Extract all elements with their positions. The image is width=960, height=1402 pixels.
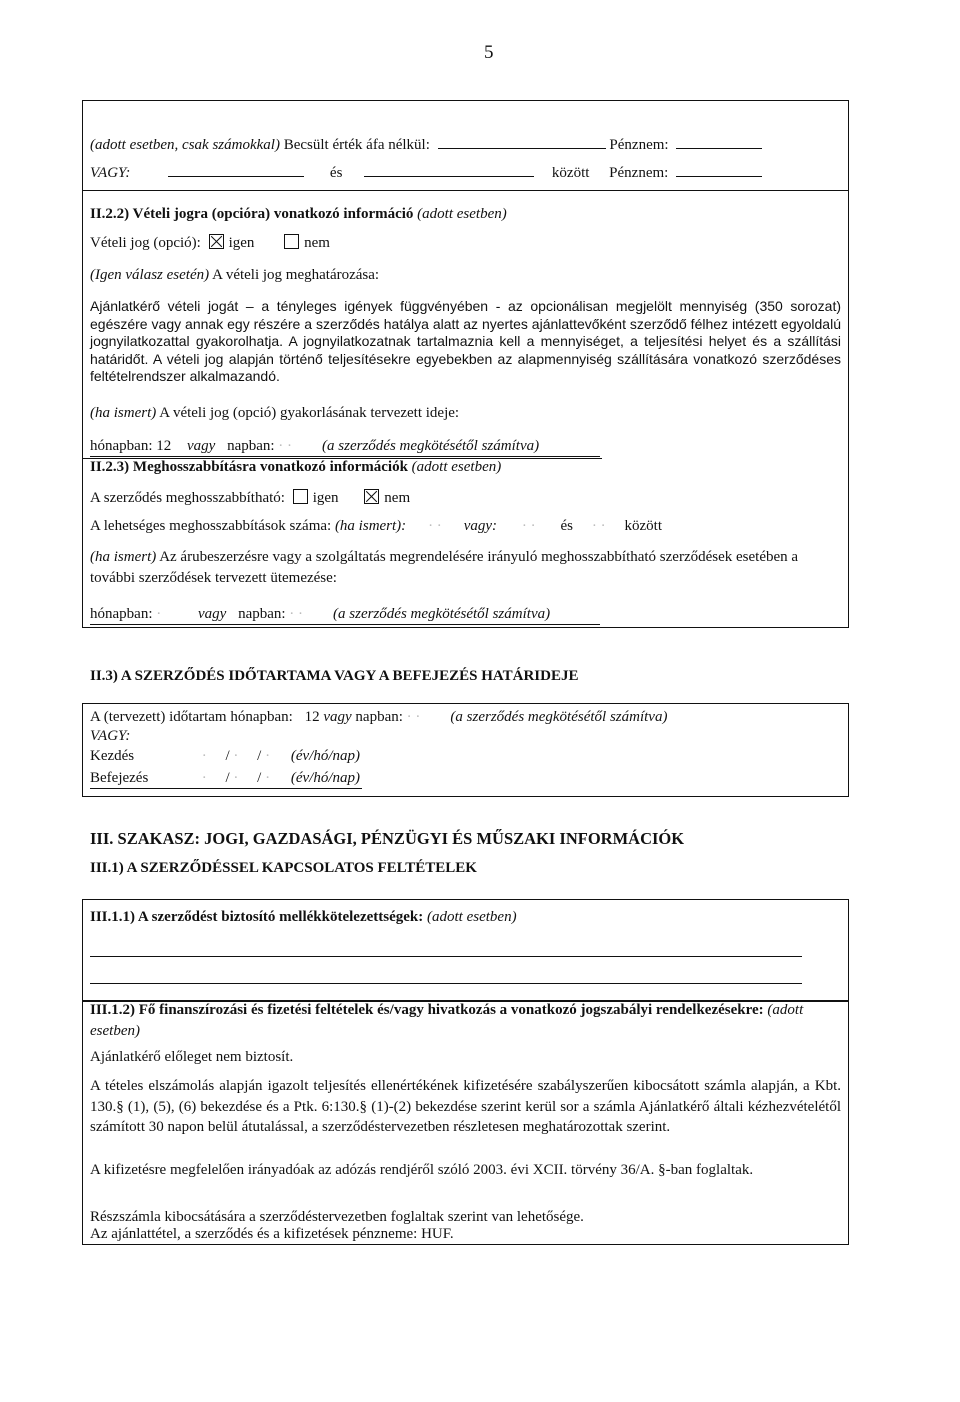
option-months-row <box>90 438 600 457</box>
guarantee-blank-line-1[interactable] <box>90 956 802 957</box>
option-days-field[interactable]: · · <box>278 438 293 454</box>
option-question-row <box>90 234 330 252</box>
option-no-label: nem <box>304 235 330 251</box>
option-when-note: (ha ismert) <box>90 405 157 421</box>
duration-planned-row <box>90 709 667 726</box>
option-no-checkbox[interactable] <box>284 234 299 249</box>
value-range-row <box>90 162 762 182</box>
option-body-text-2: A jognyilatkozatnak tartalmaznia kell a mennyiséget, a teljesítési helyet és a szállítási határidőt. A vételi jog alapján történő teljesítésekre egyebekben az alapmennyiség szállítására vonatkozó szerződéses feltételrendszer alkalmazandó. <box>90 333 842 384</box>
renewal-months-label: hónapban: <box>90 606 153 622</box>
option-yes-label: igen <box>228 235 255 251</box>
renewal-no-label: nem <box>384 490 411 506</box>
renewal-vagy2: vagy <box>197 606 227 622</box>
option-question: Vételi jog (opció): <box>90 235 201 251</box>
range-currency-label: Pénznem: <box>609 165 669 181</box>
guarantee-heading-text: III.1.1) A szerződést biztosító mellékkötelezettségek: <box>90 909 424 925</box>
option-from-signing: (a szerződés megkötésétől számítva) <box>322 438 540 454</box>
renewal-no-checkbox[interactable] <box>364 489 379 504</box>
renewal-kozott: között <box>624 518 662 534</box>
option-def-label: A vételi jog meghatározása: <box>212 267 380 283</box>
option-when-row <box>90 405 459 422</box>
renewal-yes-checkbox[interactable] <box>293 489 308 504</box>
renewal-es: és <box>560 518 573 534</box>
estimated-value-label: Becsült érték áfa nélkül: <box>283 137 430 153</box>
renewal-question-row <box>90 489 410 507</box>
renewal-schedule-note: (ha ismert) <box>90 549 157 565</box>
vagy-label: VAGY: <box>90 165 131 181</box>
duration-vagy: vagy <box>323 709 352 725</box>
financing-p2: A tételes elszámolás alapján igazolt teljesítés ellenértékének kifizetésére szabályszerűen kibocsátott számla alapján, a Kbt. 130.§ (1), (5), (6) bekezdése és a Ptk. 6:130.§ (1)-(2) bekezdése szerint kerül sor a számla Ajánlatkérő általi kézhezvételétől számított 30 napon belül átutalással, a szerződéstervezetben részletesen meghatározottak szerint. <box>90 1078 841 1135</box>
option-yes-checkbox[interactable] <box>209 234 224 249</box>
option-vagy: vagy <box>186 438 216 454</box>
estimated-value-note: (adott esetben, csak számokkal) <box>90 137 280 153</box>
renewal-heading <box>90 459 501 476</box>
divider <box>82 190 849 191</box>
financing-heading-note: (adott esetben) <box>90 1002 804 1039</box>
renewal-count-row <box>90 518 662 535</box>
renewal-days-label: napban: <box>238 606 286 622</box>
financing-heading-text: III.1.2) Fő finanszírozási és fizetési feltételek és/vagy hivatkozás a vonatkozó jogszabályi rendelkezésekre: <box>90 1002 764 1018</box>
renewal-months-row <box>90 606 600 625</box>
duration-heading: II.3) A SZERZŐDÉS IDŐTARTAMA VAGY A BEFEJEZÉS HATÁRIDEJE <box>90 668 579 684</box>
renewal-vagy: vagy: <box>463 518 497 534</box>
duration-end-year[interactable]: · <box>201 770 207 786</box>
renewal-schedule <box>90 547 820 588</box>
duration-vagy-caps: VAGY: <box>90 728 131 744</box>
renewal-count-note: (ha ismert): <box>334 518 407 534</box>
duration-end-month[interactable]: · <box>233 770 239 786</box>
duration-end-row <box>90 770 362 789</box>
estimated-value-row <box>90 134 762 154</box>
option-when-label: A vételi jog (opció) gyakorlásának tervezett ideje: <box>159 405 460 421</box>
renewal-from-signing: (a szerződés megkötésétől számítva) <box>333 606 551 622</box>
renewal-min-field[interactable]: · · <box>521 518 536 534</box>
range-max-field[interactable] <box>364 162 534 177</box>
estimated-value-field[interactable] <box>438 134 606 149</box>
renewal-heading-text: II.2.3) Meghosszabbításra vonatkozó információk <box>90 459 408 475</box>
renewal-count-field[interactable]: · · <box>428 518 442 534</box>
option-days-label: napban: <box>227 438 275 454</box>
duration-days-label: napban: <box>355 709 403 725</box>
duration-start-month[interactable]: · <box>233 748 239 764</box>
kozott-label: között <box>551 165 590 181</box>
es-label: és <box>329 165 343 181</box>
option-months-value: 12 <box>156 438 172 454</box>
option-months-label: hónapban: <box>90 438 153 454</box>
financing-p5: Az ajánlattétel, a szerződés és a kifizetések pénzneme: HUF. <box>90 1226 454 1242</box>
guarantee-heading-note: (adott esetben) <box>427 909 517 925</box>
duration-end-format: (év/hó/nap) <box>290 770 360 786</box>
duration-start-row <box>90 748 360 765</box>
financing-p3: A kifizetésre megfelelően irányadóak az adózás rendjéről szóló 2003. évi XCII. törvény 36/A. §-ban foglaltak. <box>90 1162 754 1178</box>
option-definition-row <box>90 267 379 284</box>
duration-end-slash-1: / <box>225 770 230 786</box>
duration-start-format: (év/hó/nap) <box>290 748 360 764</box>
duration-planned-label: A (tervezett) időtartam hónapban: <box>90 709 293 725</box>
renewal-yes-label: igen <box>312 490 339 506</box>
page-number: 5 <box>484 42 494 63</box>
guarantee-heading <box>90 909 517 926</box>
currency-label: Pénznem: <box>609 137 669 153</box>
renewal-count-label: A lehetséges meghosszabbítások száma: <box>90 518 332 534</box>
option-body-text: Ajánlatkérő vételi jogát – a tényleges igények függvényében - az opcionálisan megjelölt mennyiség (350 sorozat) egészére vagy annak egy részére a szerződés hatálya alatt az nyertes ajánlattevőként szerződő félhez intézett egyoldalú jognyilatkozattal gyakorolhatja. <box>90 298 841 349</box>
option-heading <box>90 206 507 223</box>
renewal-heading-note: (adott esetben) <box>411 459 502 475</box>
renewal-max-field[interactable]: · · <box>591 518 606 534</box>
financing-p1: Ajánlatkérő előleget nem biztosít. <box>90 1049 294 1065</box>
financing-heading <box>90 1000 841 1041</box>
range-currency-field[interactable] <box>676 162 762 177</box>
duration-days-field[interactable]: · · <box>406 709 421 725</box>
renewal-question: A szerződés meghosszabbítható: <box>90 490 285 506</box>
renewal-months-field[interactable]: · <box>156 606 162 622</box>
duration-months-value: 12 <box>304 709 320 725</box>
currency-field[interactable] <box>676 134 762 149</box>
guarantee-blank-line-2[interactable] <box>90 983 802 984</box>
duration-start-label: Kezdés <box>90 748 135 764</box>
financing-p4: Részszámla kibocsátására a szerződéstervezetben foglaltak szerint van lehetősége. <box>90 1209 584 1225</box>
option-heading-text: II.2.2) Vételi jogra (opcióra) vonatkozó információ <box>90 206 414 222</box>
duration-start-slash-2: / <box>257 748 262 764</box>
option-def-note: (Igen válasz esetén) <box>90 267 210 283</box>
renewal-days-field[interactable]: · · <box>289 606 304 622</box>
duration-end-label: Befejezés <box>90 770 149 786</box>
renewal-schedule-text: Az árubeszerzésre vagy a szolgáltatás megrendelésére irányuló meghosszabbítható szerződések esetében a további szerződések tervezett ütemezése: <box>90 549 799 586</box>
duration-start-slash-1: / <box>225 748 230 764</box>
section3-heading: III. SZAKASZ: JOGI, GAZDASÁGI, PÉNZÜGYI ÉS MŰSZAKI INFORMÁCIÓK <box>90 829 685 848</box>
range-min-field[interactable] <box>168 162 304 177</box>
duration-end-day[interactable]: · <box>265 770 271 786</box>
duration-start-day[interactable]: · <box>265 748 271 764</box>
duration-end-slash-2: / <box>257 770 262 786</box>
duration-from-signing: (a szerződés megkötésétől számítva) <box>450 709 668 725</box>
duration-start-year[interactable]: · <box>201 748 207 764</box>
section3-subheading: III.1) A SZERZŐDÉSSEL KAPCSOLATOS FELTÉTELEK <box>90 860 477 876</box>
option-heading-note: (adott esetben) <box>417 206 507 222</box>
option-body <box>90 298 841 386</box>
